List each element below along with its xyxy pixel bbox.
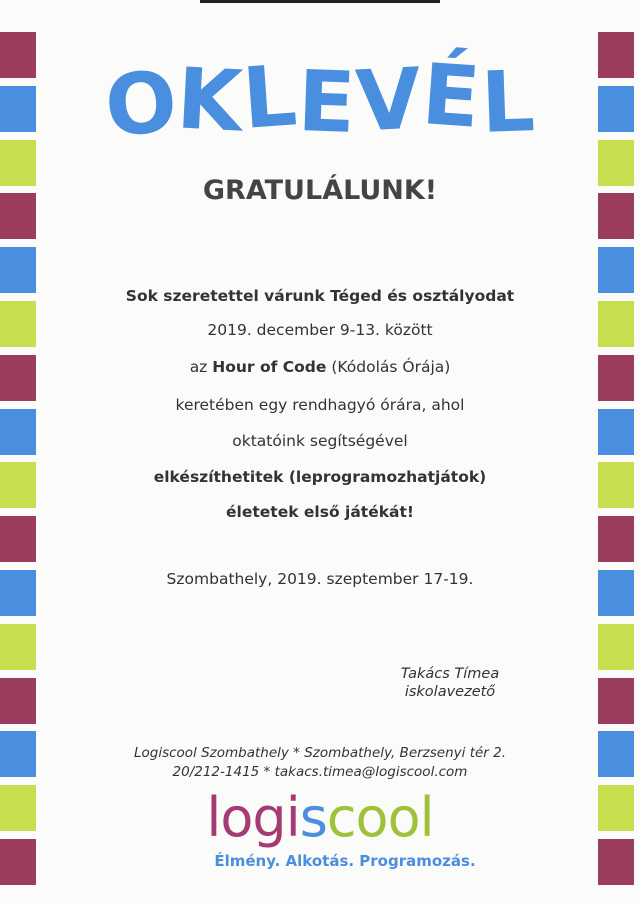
title-letter: L (479, 52, 537, 152)
body-line-2: 2019. december 9-13. között (207, 321, 433, 339)
body-line-7 (0, 503, 640, 521)
body-line-4: keretében egy rendhagyó órára, ahol (175, 396, 465, 414)
stripe-block (598, 516, 634, 562)
footer-contact: 20/212-1415 * takacs.timea@logiscool.com (172, 764, 468, 780)
stripe-block (0, 516, 36, 562)
stripe-block (598, 86, 634, 132)
top-edge-line (200, 0, 440, 3)
logo-part-2: s (299, 786, 327, 849)
invite-text: Sok szeretettel várunk Téged és osztályodat (125, 287, 515, 305)
diploma-title (100, 45, 540, 156)
logo-slogan: Élmény. Alkotás. Programozás. (214, 852, 476, 870)
signature-role: iskolavezető (404, 684, 496, 700)
signature-name: Takács Tímea (400, 666, 500, 682)
stripe-block (0, 32, 36, 78)
body-line-6 (0, 468, 640, 486)
body-line-3 (0, 358, 640, 376)
line3-post: (Kódolás Órája) (331, 358, 451, 376)
title-letter: L (239, 46, 302, 148)
title-letter: V (353, 49, 425, 151)
body-line-5: oktatóink segítségével (232, 432, 408, 450)
stripe-block (0, 86, 36, 132)
stripe-block (0, 624, 36, 670)
stripe-block (598, 32, 634, 78)
logo-part-3: cool (326, 786, 434, 849)
first-game-text: életetek első játékát! (226, 503, 414, 521)
title-letter: O (101, 52, 182, 156)
logiscool-logo (0, 785, 640, 851)
logo-part-1: logi (206, 786, 300, 849)
title-letter: E (296, 52, 358, 152)
title-letter: É (419, 45, 485, 147)
stripe-block (598, 678, 634, 724)
footer-address: Logiscool Szombathely * Szombathely, Berzsenyi tér 2. (133, 745, 507, 761)
title-letter: K (174, 49, 246, 151)
stripe-block (0, 678, 36, 724)
hour-of-code-text: Hour of Code (212, 358, 327, 376)
place-date: Szombathely, 2019. szeptember 17-19. (166, 570, 474, 588)
congratulations-heading: GRATULÁLUNK! (202, 175, 438, 206)
body-line-1 (0, 287, 640, 305)
stripe-block (598, 624, 634, 670)
create-text: elkészíthetitek (leprogramozhatjátok) (153, 468, 487, 486)
line3-pre: az (189, 358, 208, 376)
